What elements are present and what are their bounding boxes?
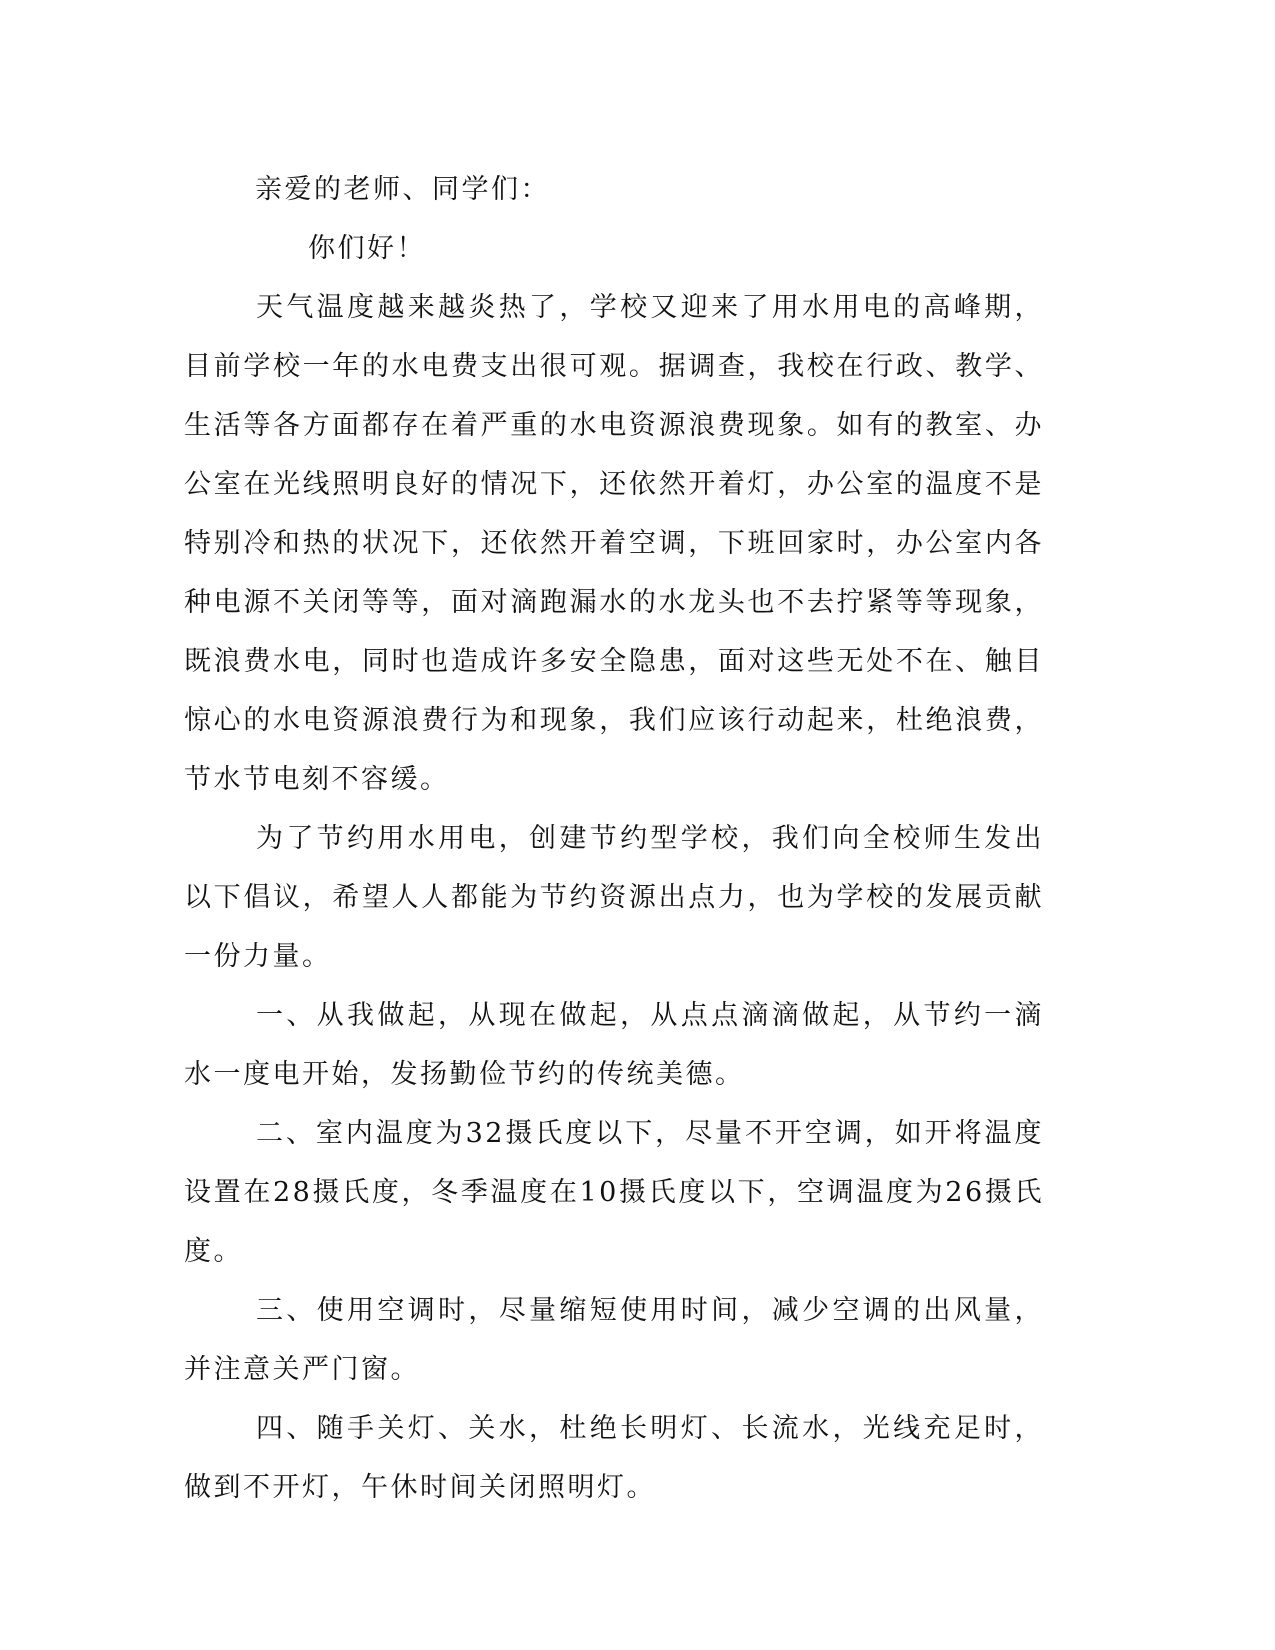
- paragraph-proposal: 为了节约用水用电，创建节约型学校，我们向全校师生发出以下倡议，希望人人都能为节约资源出点力，也为学校的发展贡献一份力量。: [184, 823, 1044, 972]
- greeting: 你们好！: [308, 233, 426, 264]
- paragraph-intro: 天气温度越来越炎热了，学校又迎来了用水用电的高峰期，目前学校一年的水电费支出很可观。据调查，我校在行政、教学、生活等各方面都存在着严重的水电资源浪费现象。如有的教室、办公室在光线照明良好的情况下，还依然开着灯，办公室的温度不是特别冷和热的状况下，还依然开着空调，下班回家时，办公室内各种电源不关闭等等，面对滴跑漏水的水龙头也不去拧紧等等现象，既浪费水电，同时也造成许多安全隐患，面对这些无处不在、触目惊心的水电资源浪费行为和现象，我们应该行动起来，杜绝浪费，节水节电刻不容缓。: [184, 292, 1044, 795]
- paragraph-item-3: 三、使用空调时，尽量缩短使用时间，减少空调的出风量，并注意关严门窗。: [184, 1295, 1044, 1385]
- salutation: 亲爱的老师、同学们：: [255, 174, 550, 205]
- paragraph-item-4: 四、随手关灯、关水，杜绝长明灯、长流水，光线充足时，做到不开灯，午休时间关闭照明灯。: [184, 1413, 1044, 1503]
- document-body: [184, 160, 1044, 1517]
- paragraph-item-2: 二、室内温度为32摄氏度以下，尽量不开空调，如开将温度设置在28摄氏度，冬季温度在10摄氏度以下，空调温度为26摄氏度。: [184, 1118, 1044, 1267]
- paragraph-item-1: 一、从我做起，从现在做起，从点点滴滴做起，从节约一滴水一度电开始，发扬勤俭节约的传统美德。: [184, 1000, 1044, 1090]
